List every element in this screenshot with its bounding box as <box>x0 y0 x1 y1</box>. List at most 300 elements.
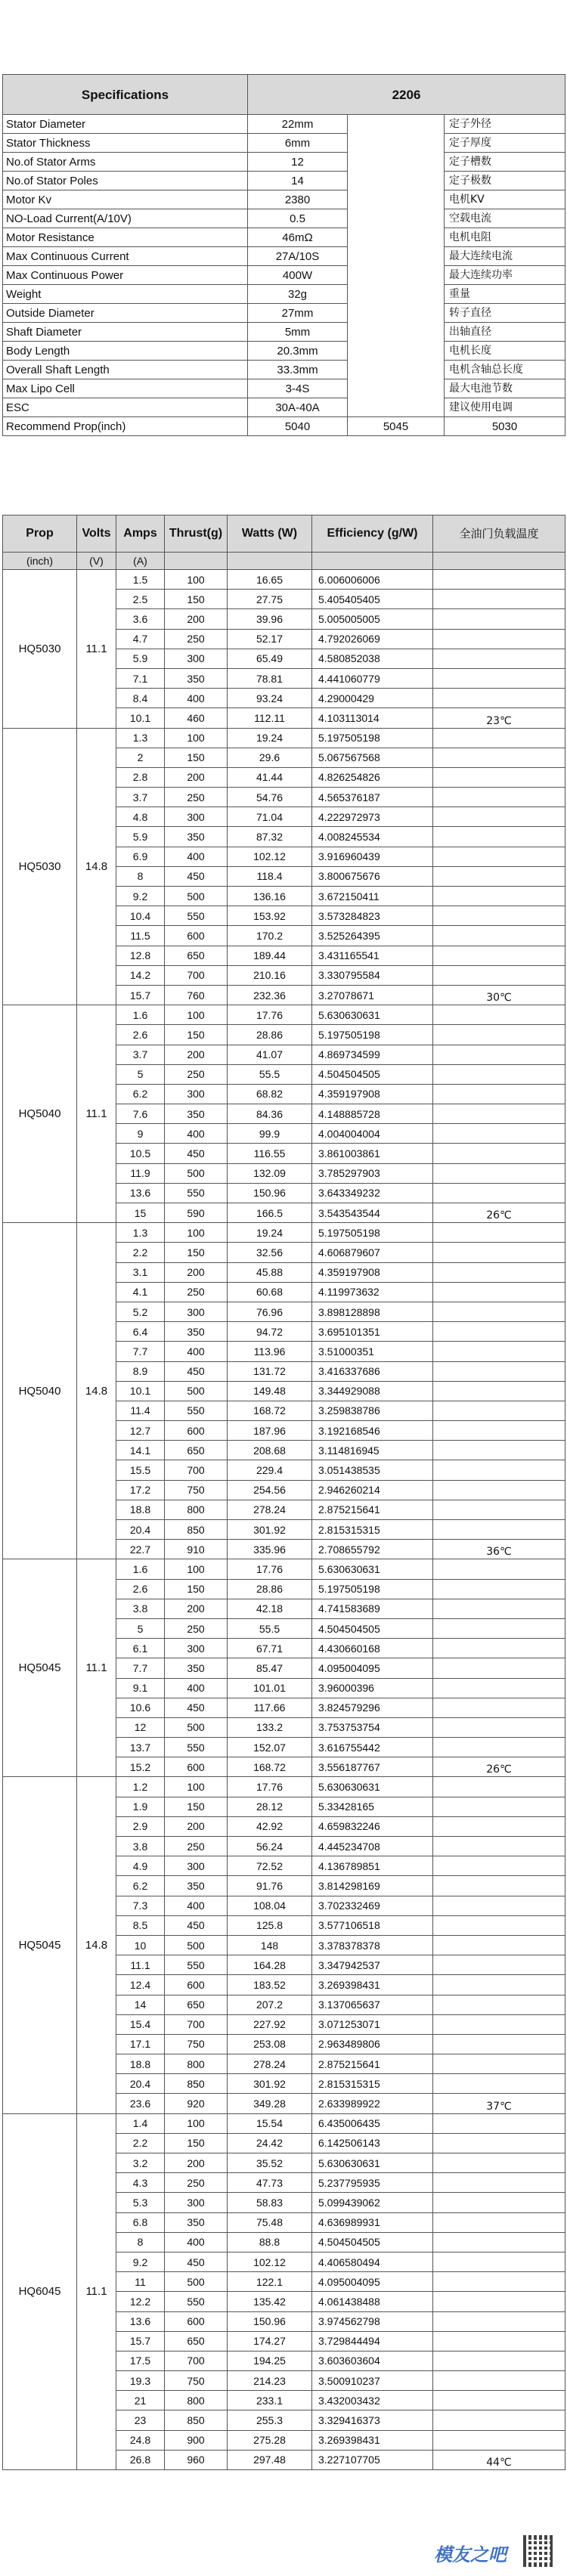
amps-cell: 15.4 <box>116 2014 165 2034</box>
thrust-cell: 650 <box>165 1995 228 2014</box>
spec-label: Shaft Diameter <box>3 323 248 342</box>
watts-cell: 122.1 <box>228 2272 312 2292</box>
amps-cell: 2.6 <box>116 1025 165 1045</box>
thrust-cell: 400 <box>165 1342 228 1361</box>
efficiency-cell: 2.875215641 <box>312 2054 433 2074</box>
amps-cell: 26.8 <box>116 2450 165 2469</box>
watts-cell: 17.76 <box>228 1005 312 1025</box>
efficiency-cell: 5.33428165 <box>312 1797 433 1816</box>
amps-cell: 9.2 <box>116 887 165 906</box>
col-efficiency-header <box>312 516 433 553</box>
amps-cell: 14.2 <box>116 965 165 985</box>
efficiency-cell: 4.504504505 <box>312 1618 433 1638</box>
unit-amps: (A) <box>116 553 165 570</box>
spec-row <box>3 209 565 228</box>
thrust-cell: 300 <box>165 1856 228 1876</box>
amps-cell: 6.1 <box>116 1639 165 1658</box>
thrust-cell: 800 <box>165 2391 228 2410</box>
thrust-cell: 550 <box>165 1738 228 1757</box>
watts-cell: 71.04 <box>228 807 312 827</box>
amps-cell: 6.9 <box>116 847 165 866</box>
group-prop: HQ5040 <box>3 1005 77 1223</box>
efficiency-cell: 3.431165541 <box>312 946 433 965</box>
amps-cell: 3.2 <box>116 2153 165 2173</box>
spec-blank-cell <box>348 304 445 323</box>
amps-cell: 12.2 <box>116 2292 165 2311</box>
efficiency-cell: 3.114816945 <box>312 1441 433 1460</box>
watts-cell: 85.47 <box>228 1658 312 1678</box>
watts-cell: 301.92 <box>228 2074 312 2094</box>
thrust-cell: 250 <box>165 788 228 807</box>
efficiency-cell: 3.227107705 <box>312 2450 433 2469</box>
amps-cell: 15.5 <box>116 1460 165 1480</box>
amps-cell: 20.4 <box>116 1520 165 1540</box>
temperature-blank <box>433 748 565 767</box>
spec-chinese-label: 最大连续功率 <box>445 266 565 285</box>
spec-blank-cell <box>348 342 445 361</box>
efficiency-cell: 2.875215641 <box>312 1500 433 1519</box>
watts-cell: 113.96 <box>228 1342 312 1361</box>
perf-units-row <box>3 553 565 570</box>
table-row <box>3 1005 565 1025</box>
temperature-blank <box>433 728 565 748</box>
amps-cell: 6.2 <box>116 1084 165 1104</box>
thrust-cell: 650 <box>165 2331 228 2351</box>
watts-cell: 210.16 <box>228 965 312 985</box>
amps-cell: 1.9 <box>116 1797 165 1816</box>
amps-cell: 10.5 <box>116 1144 165 1163</box>
amps-cell: 5.3 <box>116 2193 165 2212</box>
thrust-cell: 500 <box>165 1717 228 1737</box>
temperature-blank <box>433 1896 565 1915</box>
temperature-blank <box>433 1816 565 1836</box>
spec-value: 22mm <box>248 115 348 134</box>
amps-cell: 11.1 <box>116 1955 165 1975</box>
temperature-blank <box>433 2331 565 2351</box>
spec-value: 33.3mm <box>248 361 348 379</box>
efficiency-cell: 3.051438535 <box>312 1460 433 1480</box>
watts-cell: 150.96 <box>228 2311 312 2331</box>
temperature-blank <box>433 1480 565 1500</box>
group-volts: 14.8 <box>77 1223 116 1559</box>
thrust-cell: 750 <box>165 1480 228 1500</box>
efficiency-cell: 4.29000429 <box>312 689 433 708</box>
thrust-cell: 350 <box>165 1322 228 1342</box>
spec-prop-label: Recommend Prop(inch) <box>3 417 248 436</box>
thrust-cell: 100 <box>165 1559 228 1579</box>
efficiency-cell: 3.269398431 <box>312 1975 433 1995</box>
thrust-cell: 400 <box>165 1124 228 1144</box>
watts-cell: 87.32 <box>228 827 312 847</box>
thrust-cell: 100 <box>165 1777 228 1797</box>
efficiency-cell: 3.137065637 <box>312 1995 433 2014</box>
temperature-blank <box>433 847 565 866</box>
group-volts: 11.1 <box>77 1559 116 1777</box>
watts-cell: 42.92 <box>228 1816 312 1836</box>
spec-blank-cell <box>348 134 445 153</box>
temperature-blank <box>433 2034 565 2054</box>
thrust-cell: 150 <box>165 1797 228 1816</box>
temperature-blank <box>433 1262 565 1282</box>
unit-prop: (inch) <box>3 553 77 570</box>
spec-blank-cell <box>348 190 445 209</box>
thrust-cell: 200 <box>165 1599 228 1618</box>
watts-cell: 94.72 <box>228 1322 312 1342</box>
efficiency-cell: 3.898128898 <box>312 1302 433 1321</box>
temperature-blank <box>433 2410 565 2430</box>
spec-prop-value: 5045 <box>348 417 445 436</box>
temperature-blank <box>433 668 565 688</box>
unit-blank-2 <box>228 553 312 570</box>
amps-cell: 3.6 <box>116 609 165 629</box>
spec-blank-cell <box>348 172 445 190</box>
temperature-blank <box>433 1163 565 1183</box>
spec-prop-row <box>3 417 565 436</box>
efficiency-cell: 5.630630631 <box>312 1777 433 1797</box>
watts-cell: 229.4 <box>228 1460 312 1480</box>
spec-prop-value: 5030 <box>445 417 565 436</box>
thrust-cell: 400 <box>165 2232 228 2252</box>
spec-label: Body Length <box>3 342 248 361</box>
spec-chinese-label: 最大电池节数 <box>445 379 565 398</box>
spec-chinese-label: 电机长度 <box>445 342 565 361</box>
perf-header-row <box>3 516 565 553</box>
efficiency-cell: 5.630630631 <box>312 1559 433 1579</box>
watts-cell: 27.75 <box>228 590 312 609</box>
amps-cell: 10 <box>116 1935 165 1955</box>
amps-cell: 2.6 <box>116 1579 165 1599</box>
efficiency-cell: 3.814298169 <box>312 1876 433 1896</box>
watts-cell: 60.68 <box>228 1282 312 1302</box>
temperature-blank <box>433 2173 565 2193</box>
efficiency-cell: 4.136789851 <box>312 1856 433 1876</box>
amps-cell: 17.2 <box>116 1480 165 1500</box>
efficiency-cell: 5.630630631 <box>312 2153 433 2173</box>
watts-cell: 58.83 <box>228 2193 312 2212</box>
temperature-blank <box>433 1342 565 1361</box>
temperature-blank <box>433 1520 565 1540</box>
spec-blank-cell <box>348 115 445 134</box>
spec-value: 0.5 <box>248 209 348 228</box>
spec-chinese-label: 电机电阻 <box>445 228 565 247</box>
amps-cell: 5 <box>116 1618 165 1638</box>
spec-header-model: 2206 <box>248 75 565 115</box>
unit-blank-3 <box>312 553 433 570</box>
thrust-cell: 600 <box>165 2311 228 2331</box>
watts-cell: 275.28 <box>228 2430 312 2450</box>
temperature-blank <box>433 2351 565 2370</box>
amps-cell: 8.4 <box>116 689 165 708</box>
thrust-cell: 350 <box>165 827 228 847</box>
temperature-blank <box>433 2232 565 2252</box>
spec-row <box>3 285 565 304</box>
watts-cell: 102.12 <box>228 847 312 866</box>
efficiency-cell: 3.269398431 <box>312 2430 433 2450</box>
efficiency-cell: 3.824579296 <box>312 1698 433 1717</box>
temperature-blank <box>433 827 565 847</box>
efficiency-cell: 4.504504505 <box>312 2232 433 2252</box>
temperature-blank <box>433 2430 565 2450</box>
thrust-cell: 500 <box>165 2272 228 2292</box>
efficiency-cell: 3.329416373 <box>312 2410 433 2430</box>
temperature-blank <box>433 1837 565 1856</box>
efficiency-cell: 2.946260214 <box>312 1480 433 1500</box>
efficiency-cell: 3.603603604 <box>312 2351 433 2370</box>
efficiency-cell: 3.785297903 <box>312 1163 433 1183</box>
thrust-cell: 650 <box>165 1441 228 1460</box>
spec-value: 32g <box>248 285 348 304</box>
thrust-cell: 500 <box>165 887 228 906</box>
temperature-blank <box>433 2153 565 2173</box>
efficiency-cell: 3.577106518 <box>312 1915 433 1935</box>
temperature-blank <box>433 926 565 946</box>
spec-label: Max Continuous Current <box>3 247 248 266</box>
watts-cell: 232.36 <box>228 985 312 1005</box>
thrust-cell: 900 <box>165 2430 228 2450</box>
temperature-blank <box>433 1361 565 1381</box>
efficiency-cell: 5.197505198 <box>312 1223 433 1243</box>
thrust-cell: 550 <box>165 906 228 926</box>
amps-cell: 14 <box>116 1995 165 2014</box>
watts-cell: 19.24 <box>228 1223 312 1243</box>
watts-cell: 189.44 <box>228 946 312 965</box>
temperature-blank <box>433 2113 565 2133</box>
thrust-cell: 600 <box>165 1975 228 1995</box>
efficiency-cell: 3.573284823 <box>312 906 433 926</box>
amps-cell: 3.1 <box>116 1262 165 1282</box>
watts-cell: 170.2 <box>228 926 312 946</box>
spec-blank-cell <box>348 379 445 398</box>
watts-cell: 17.76 <box>228 1777 312 1797</box>
amps-cell: 8 <box>116 2232 165 2252</box>
amps-cell: 1.6 <box>116 1005 165 1025</box>
thrust-cell: 200 <box>165 1262 228 1282</box>
efficiency-cell: 3.192168546 <box>312 1421 433 1441</box>
amps-cell: 5 <box>116 1064 165 1084</box>
thrust-cell: 850 <box>165 1520 228 1540</box>
watts-cell: 102.12 <box>228 2252 312 2271</box>
temperature-blank <box>433 1777 565 1797</box>
col-volts-header: Volts <box>77 516 116 553</box>
watts-cell: 17.76 <box>228 1559 312 1579</box>
watts-cell: 214.23 <box>228 2371 312 2391</box>
efficiency-cell: 4.580852038 <box>312 649 433 668</box>
spec-blank-cell <box>348 209 445 228</box>
efficiency-cell: 3.525264395 <box>312 926 433 946</box>
amps-cell: 12.8 <box>116 946 165 965</box>
amps-cell: 7.3 <box>116 1896 165 1915</box>
amps-cell: 2.2 <box>116 1243 165 1262</box>
efficiency-cell: 4.606879607 <box>312 1243 433 1262</box>
watts-cell: 116.55 <box>228 1144 312 1163</box>
amps-cell: 6.2 <box>116 1876 165 1896</box>
efficiency-cell: 5.630630631 <box>312 1005 433 1025</box>
spec-row <box>3 398 565 417</box>
spec-row <box>3 172 565 190</box>
amps-cell: 19.3 <box>116 2371 165 2391</box>
thrust-cell: 250 <box>165 2173 228 2193</box>
watts-cell: 68.82 <box>228 1084 312 1104</box>
temperature-blank <box>433 2391 565 2410</box>
spec-row <box>3 323 565 342</box>
temperature-blank <box>433 2252 565 2271</box>
temperature-blank <box>433 689 565 708</box>
temperature-blank <box>433 2054 565 2074</box>
spec-value: 6mm <box>248 134 348 153</box>
watts-cell: 255.3 <box>228 2410 312 2430</box>
thrust-cell: 200 <box>165 767 228 787</box>
watts-cell: 28.86 <box>228 1579 312 1599</box>
temperature-blank <box>433 1955 565 1975</box>
temperature-blank <box>433 866 565 886</box>
amps-cell: 23.6 <box>116 2094 165 2113</box>
temperature-blank <box>433 1243 565 1262</box>
amps-cell: 2 <box>116 748 165 767</box>
temperature-blank <box>433 1717 565 1737</box>
thrust-cell: 590 <box>165 1203 228 1223</box>
amps-cell: 11.5 <box>116 926 165 946</box>
watts-cell: 131.72 <box>228 1361 312 1381</box>
temperature-blank <box>433 1045 565 1064</box>
efficiency-cell: 2.815315315 <box>312 2074 433 2094</box>
spec-value: 12 <box>248 153 348 172</box>
watts-cell: 349.28 <box>228 2094 312 2113</box>
amps-cell: 1.3 <box>116 728 165 748</box>
thrust-cell: 450 <box>165 1144 228 1163</box>
thrust-cell: 550 <box>165 1183 228 1203</box>
thrust-cell: 200 <box>165 1045 228 1064</box>
temperature-blank <box>433 2074 565 2094</box>
thrust-cell: 450 <box>165 1698 228 1717</box>
efficiency-cell: 5.005005005 <box>312 609 433 629</box>
temperature-blank <box>433 1698 565 1717</box>
amps-cell: 12.4 <box>116 1975 165 1995</box>
watts-cell: 29.6 <box>228 748 312 767</box>
watts-cell: 42.18 <box>228 1599 312 1618</box>
temperature-blank <box>433 1144 565 1163</box>
group-volts: 14.8 <box>77 728 116 1005</box>
efficiency-cell: 3.500910237 <box>312 2371 433 2391</box>
watts-cell: 55.5 <box>228 1618 312 1638</box>
amps-cell: 2.9 <box>116 1816 165 1836</box>
performance-table <box>2 515 565 2470</box>
spec-label: No.of Stator Arms <box>3 153 248 172</box>
efficiency-cell: 3.729844494 <box>312 2331 433 2351</box>
thrust-cell: 650 <box>165 946 228 965</box>
amps-cell: 4.8 <box>116 807 165 827</box>
temperature-blank <box>433 1658 565 1678</box>
group-volts: 11.1 <box>77 1005 116 1223</box>
spec-blank-cell <box>348 247 445 266</box>
thrust-cell: 150 <box>165 1025 228 1045</box>
spec-label: Outside Diameter <box>3 304 248 323</box>
watts-cell: 194.25 <box>228 2351 312 2370</box>
watts-cell: 19.24 <box>228 728 312 748</box>
thrust-cell: 300 <box>165 1302 228 1321</box>
temperature-blank <box>433 1599 565 1618</box>
spec-chinese-label: 电机KV <box>445 190 565 209</box>
spec-blank-cell <box>348 361 445 379</box>
amps-cell: 14.1 <box>116 1441 165 1460</box>
group-volts: 11.1 <box>77 570 116 729</box>
thrust-cell: 150 <box>165 590 228 609</box>
amps-cell: 8.9 <box>116 1361 165 1381</box>
spec-value: 20.3mm <box>248 342 348 361</box>
spec-chinese-label: 建议使用电调 <box>445 398 565 417</box>
col-temperature-header: 全油门负载温度 <box>433 516 565 553</box>
efficiency-cell: 5.099439062 <box>312 2193 433 2212</box>
watts-cell: 76.96 <box>228 1302 312 1321</box>
efficiency-cell: 3.378378378 <box>312 1935 433 1955</box>
efficiency-cell: 4.869734599 <box>312 1045 433 1064</box>
efficiency-cell: 4.095004095 <box>312 2272 433 2292</box>
watts-cell: 136.16 <box>228 887 312 906</box>
thrust-cell: 350 <box>165 1104 228 1124</box>
spec-row <box>3 115 565 134</box>
spec-chinese-label: 出轴直径 <box>445 323 565 342</box>
temperature-cell: 36℃ <box>433 1540 565 1559</box>
thrust-cell: 300 <box>165 1084 228 1104</box>
efficiency-cell: 4.659832246 <box>312 1816 433 1836</box>
efficiency-cell: 3.616755442 <box>312 1738 433 1757</box>
thrust-cell: 600 <box>165 1421 228 1441</box>
spec-chinese-label: 定子极数 <box>445 172 565 190</box>
temperature-blank <box>433 609 565 629</box>
thrust-cell: 150 <box>165 1243 228 1262</box>
efficiency-cell: 3.695101351 <box>312 1322 433 1342</box>
temperature-blank <box>433 1025 565 1045</box>
efficiency-cell: 2.708655792 <box>312 1540 433 1559</box>
spec-row <box>3 153 565 172</box>
spec-header-label: Specifications <box>3 75 248 115</box>
efficiency-cell: 4.103113014 <box>312 708 433 728</box>
spec-row <box>3 342 565 361</box>
temperature-blank <box>433 767 565 787</box>
spec-label: Overall Shaft Length <box>3 361 248 379</box>
efficiency-cell: 5.197505198 <box>312 1025 433 1045</box>
watts-cell: 41.07 <box>228 1045 312 1064</box>
efficiency-cell: 5.405405405 <box>312 590 433 609</box>
watts-cell: 99.9 <box>228 1124 312 1144</box>
thrust-cell: 750 <box>165 2371 228 2391</box>
col-prop-header: Prop <box>3 516 77 553</box>
group-volts: 14.8 <box>77 1777 116 2113</box>
thrust-cell: 910 <box>165 1540 228 1559</box>
thrust-cell: 450 <box>165 866 228 886</box>
efficiency-cell: 3.974562798 <box>312 2311 433 2331</box>
thrust-cell: 200 <box>165 609 228 629</box>
spec-prop-value: 5040 <box>248 417 348 436</box>
amps-cell: 11 <box>116 2272 165 2292</box>
amps-cell: 13.7 <box>116 1738 165 1757</box>
spec-row <box>3 190 565 209</box>
spec-label: Max Lipo Cell <box>3 379 248 398</box>
table-row <box>3 1777 565 1797</box>
amps-cell: 3.8 <box>116 1837 165 1856</box>
efficiency-cell: 5.067567568 <box>312 748 433 767</box>
efficiency-cell: 4.148885728 <box>312 1104 433 1124</box>
watts-cell: 35.52 <box>228 2153 312 2173</box>
temperature-blank <box>433 1738 565 1757</box>
thrust-cell: 250 <box>165 1064 228 1084</box>
spec-value: 14 <box>248 172 348 190</box>
amps-cell: 6.4 <box>116 1322 165 1342</box>
amps-cell: 2.8 <box>116 767 165 787</box>
thrust-cell: 850 <box>165 2410 228 2430</box>
watts-cell: 47.73 <box>228 2173 312 2193</box>
thrust-cell: 700 <box>165 965 228 985</box>
efficiency-cell: 3.330795584 <box>312 965 433 985</box>
